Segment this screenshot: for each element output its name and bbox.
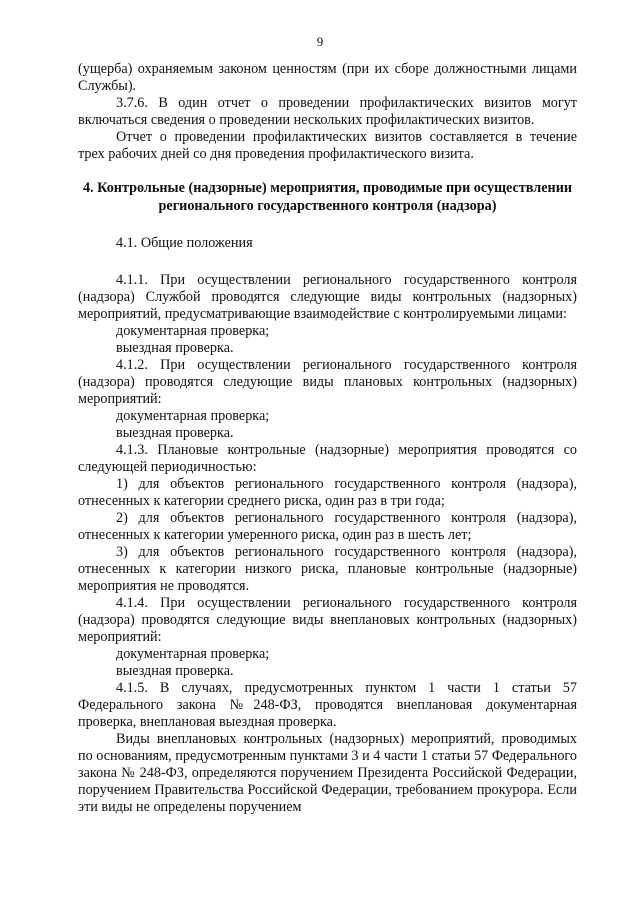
list-item-medium-risk: 1) для объектов регионального государственного контроля (надзора), отнесенных к категории среднего риска, один раз в три года; [78, 476, 577, 509]
section-heading-4: 4. Контрольные (надзорные) мероприятия, проводимые при осуществлении регионального государственного контроля (надзора) [82, 180, 573, 214]
list-item-documentary-check: документарная проверка; [116, 408, 270, 424]
list-item-low-risk: 3) для объектов регионального государственного контроля (надзора), отнесенных к категории низкого риска, плановые контрольные (надзорные) мероприятия не проводятся. [78, 544, 577, 594]
list-item-field-check: выездная проверка. [116, 663, 234, 679]
document-body [78, 61, 577, 816]
paragraph-report-deadline: Отчет о проведении профилактических визитов составляется в течение трех рабочих дней со дня проведения профилактического визита. [78, 129, 577, 162]
list-item-field-check: выездная проверка. [116, 340, 234, 356]
paragraph-4-1-3: 4.1.3. Плановые контрольные (надзорные) мероприятия проводятся со следующей периодичностью: [78, 442, 577, 475]
page-number: 9 [316, 34, 324, 49]
paragraph-3-7-6: 3.7.6. В один отчет о проведении профилактических визитов могут включаться сведения о проведении нескольких профилактических визитов. [78, 95, 577, 128]
paragraph-4-1: 4.1. Общие положения [116, 235, 253, 251]
paragraph-unplanned-types: Виды внеплановых контрольных (надзорных) мероприятий, проводимых по основаниям, предусмотренным пунктами 3 и 4 части 1 статьи 57 Федерального закона № 248-ФЗ, определяются поручением Президента Российской Федерации, поручением Правительства Российской Федерации, требованием прокурора. Если эти виды не определены поручением [78, 731, 577, 815]
paragraph-4-1-1: 4.1.1. При осуществлении регионального государственного контроля (надзора) Службой проводятся следующие виды контрольных (надзорных) мероприятий, предусматривающие взаимодействие с контролируемыми лицами: [78, 272, 577, 322]
list-item-moderate-risk: 2) для объектов регионального государственного контроля (надзора), отнесенных к категории умеренного риска, один раз в шесть лет; [78, 510, 577, 543]
paragraph-4-1-5: 4.1.5. В случаях, предусмотренных пунктом 1 части 1 статьи 57 Федерального закона №248-ФЗ, проводятся внеплановая документарная проверка, внеплановая выездная проверка. [78, 680, 577, 730]
list-item-field-check: выездная проверка. [116, 425, 234, 441]
paragraph-4-1-2: 4.1.2. При осуществлении регионального государственного контроля (надзора) проводятся следующие виды плановых контрольных (надзорных) мероприятий: [78, 357, 577, 407]
list-item-documentary-check: документарная проверка; [116, 646, 270, 662]
list-item-documentary-check: документарная проверка; [116, 323, 270, 339]
paragraph-4-1-4: 4.1.4. При осуществлении регионального государственного контроля (надзора) проводятся следующие виды внеплановых контрольных (надзорных) мероприятий: [78, 595, 577, 645]
paragraph-ushcherb: (ущерба) охраняемым законом ценностям (при их сборе должностными лицами Службы). [78, 61, 577, 94]
